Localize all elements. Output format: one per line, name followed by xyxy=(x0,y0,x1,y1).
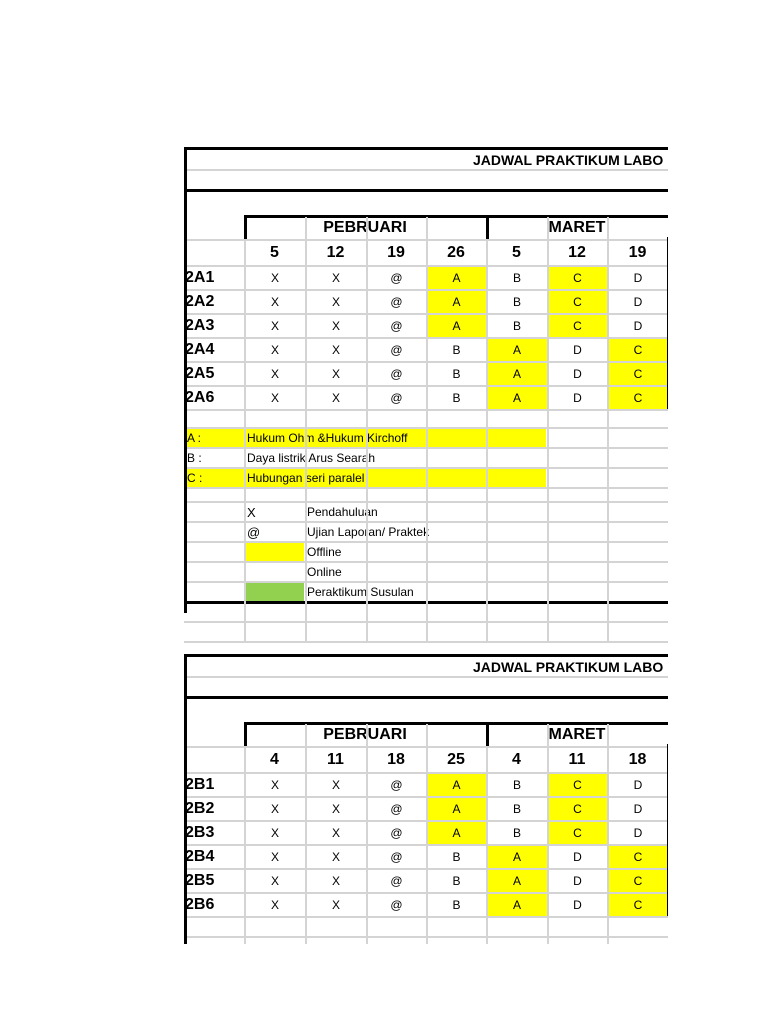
schedule-cell[interactable]: X xyxy=(331,826,340,840)
schedule-cell[interactable]: D xyxy=(633,778,643,792)
legend-symbol xyxy=(245,583,304,601)
date-cell: 12 xyxy=(326,244,345,261)
schedule-cell[interactable]: X xyxy=(331,874,340,888)
schedule-cell[interactable]: D xyxy=(633,271,643,285)
grid-line xyxy=(184,676,668,678)
schedule-cell[interactable]: B xyxy=(452,850,461,864)
month-label: MARET xyxy=(548,219,606,236)
class-label: 2A5 xyxy=(185,365,215,382)
schedule-cell[interactable]: X xyxy=(331,850,340,864)
schedule-cell[interactable]: D xyxy=(573,367,582,381)
date-cell: 4 xyxy=(270,751,279,768)
schedule-cell[interactable]: @ xyxy=(390,367,403,381)
grid-line xyxy=(486,265,488,641)
schedule-cell[interactable]: X xyxy=(331,391,340,405)
schedule-cell[interactable]: B xyxy=(512,271,521,285)
schedule-cell[interactable]: A xyxy=(487,870,547,892)
class-label: 2B1 xyxy=(185,776,215,793)
legend-symbol xyxy=(245,543,304,561)
grid-line xyxy=(366,724,368,944)
legend-symbol xyxy=(245,563,304,581)
schedule-cell[interactable]: X xyxy=(331,802,340,816)
schedule-cell[interactable]: X xyxy=(270,874,279,888)
grid-line xyxy=(184,169,668,171)
schedule-cell[interactable]: C xyxy=(608,846,668,868)
grid-line xyxy=(184,641,668,643)
schedule-cell[interactable]: X xyxy=(331,271,340,285)
schedule-cell[interactable]: X xyxy=(270,367,279,381)
grid-line xyxy=(607,265,609,641)
date-cell: 25 xyxy=(447,751,465,768)
class-label: 2B5 xyxy=(185,872,215,889)
schedule-cell[interactable]: X xyxy=(270,391,279,405)
date-cell: 18 xyxy=(387,751,405,768)
date-cell: 11 xyxy=(568,751,586,768)
table-title: JADWAL PRAKTIKUM LABO xyxy=(473,659,664,675)
schedule-cell[interactable]: D xyxy=(633,802,643,816)
grid-line xyxy=(184,654,187,938)
topic-description: Hubungan seri paralel xyxy=(245,469,546,487)
legend-description: Pendahuluan xyxy=(307,505,378,519)
schedule-cell[interactable]: @ xyxy=(390,295,403,309)
schedule-cell[interactable]: C xyxy=(608,387,668,409)
grid-line xyxy=(426,265,428,641)
class-label: 2A1 xyxy=(185,269,215,286)
legend-description: Peraktikum Susulan xyxy=(307,585,414,599)
schedule-cell[interactable]: C xyxy=(608,894,668,916)
date-cell: 5 xyxy=(270,244,279,261)
schedule-cell[interactable]: A xyxy=(427,315,486,337)
grid-line xyxy=(366,265,368,641)
schedule-cell[interactable]: A xyxy=(427,798,486,820)
schedule-cell[interactable]: X xyxy=(270,343,279,357)
schedule-cell[interactable]: C xyxy=(548,822,607,844)
grid-line xyxy=(667,744,668,916)
class-label: 2B6 xyxy=(185,896,215,913)
class-label: 2A2 xyxy=(185,293,215,310)
schedule-cell[interactable]: A xyxy=(487,339,547,361)
class-label: 2A6 xyxy=(185,389,215,406)
grid-line xyxy=(244,722,247,746)
class-label: 2B3 xyxy=(185,824,215,841)
date-cell: 19 xyxy=(387,244,405,261)
class-label: 2A3 xyxy=(185,317,215,334)
schedule-cell[interactable]: C xyxy=(548,267,607,289)
schedule-cell[interactable]: @ xyxy=(390,826,403,840)
schedule-cell[interactable]: @ xyxy=(390,898,403,912)
date-cell: 5 xyxy=(512,244,521,261)
grid-line xyxy=(184,189,668,192)
schedule-cell[interactable]: X xyxy=(270,826,279,840)
schedule-cell[interactable]: X xyxy=(331,778,340,792)
grid-line xyxy=(184,147,187,613)
schedule-cell[interactable]: X xyxy=(331,319,340,333)
title-row xyxy=(184,147,668,169)
schedule-cell[interactable]: @ xyxy=(390,391,403,405)
grid-line xyxy=(184,696,668,699)
schedule-cell[interactable]: X xyxy=(270,271,279,285)
schedule-cell[interactable]: D xyxy=(573,391,582,405)
grid-line xyxy=(486,722,489,746)
date-cell: 18 xyxy=(628,751,647,768)
grid-line xyxy=(244,265,246,641)
grid-line xyxy=(547,265,549,641)
schedule-cell[interactable]: X xyxy=(270,898,279,912)
schedule-cell[interactable]: D xyxy=(573,898,582,912)
grid-line xyxy=(486,724,488,944)
date-cell: 19 xyxy=(628,244,647,261)
schedule-cell[interactable]: C xyxy=(548,315,607,337)
legend-symbol: X xyxy=(247,504,256,520)
month-label: MARET xyxy=(548,726,606,743)
schedule-cell[interactable]: D xyxy=(633,319,643,333)
grid-line xyxy=(184,936,668,938)
schedule-cell[interactable]: B xyxy=(452,367,461,381)
schedule-cell[interactable]: B xyxy=(512,319,521,333)
schedule-cell[interactable]: A xyxy=(427,822,486,844)
schedule-cell[interactable]: C xyxy=(608,363,668,385)
schedule-cell[interactable]: @ xyxy=(390,850,403,864)
schedule-cell[interactable]: X xyxy=(270,850,279,864)
schedule-cell[interactable]: @ xyxy=(390,319,403,333)
grid-line xyxy=(244,215,247,239)
grid-line xyxy=(426,724,428,944)
schedule-cell[interactable]: B xyxy=(512,295,521,309)
grid-line xyxy=(305,724,307,944)
schedule-cell[interactable]: B xyxy=(512,826,521,840)
schedule-cell[interactable]: @ xyxy=(390,802,403,816)
schedule-cell[interactable]: C xyxy=(548,774,607,796)
month-label: PEBRUARI xyxy=(323,726,407,743)
date-cell: 11 xyxy=(327,751,344,768)
legend-description: Online xyxy=(307,565,342,579)
schedule-cell[interactable]: B xyxy=(452,391,461,405)
schedule-cell[interactable]: @ xyxy=(390,778,403,792)
grid-line xyxy=(305,265,307,641)
topic-description: Hukum Ohm &Hukum Kirchoff xyxy=(245,429,546,447)
schedule-cell[interactable]: @ xyxy=(390,271,403,285)
schedule-cell[interactable]: A xyxy=(427,267,486,289)
schedule-cell[interactable]: A xyxy=(487,363,547,385)
legend-symbol: @ xyxy=(247,524,261,540)
month-label: PEBRUARI xyxy=(323,219,407,236)
schedule-cell[interactable]: X xyxy=(331,295,340,309)
topic-key: C : xyxy=(185,469,244,487)
schedule-cell[interactable]: @ xyxy=(390,343,403,357)
schedule-cell[interactable]: X xyxy=(331,898,340,912)
schedule-cell[interactable]: A xyxy=(487,846,547,868)
topic-description: Daya listrik Arus Searah xyxy=(247,451,376,465)
schedule-cell[interactable]: D xyxy=(633,826,643,840)
legend-description: Offline xyxy=(307,545,342,559)
schedule-cell[interactable]: D xyxy=(573,850,582,864)
schedule-cell[interactable]: X xyxy=(270,295,279,309)
schedule-cell[interactable]: X xyxy=(270,802,279,816)
schedule-cell[interactable]: C xyxy=(608,339,668,361)
schedule-cell[interactable]: C xyxy=(548,291,607,313)
schedule-cell[interactable]: B xyxy=(512,778,521,792)
legend-description: Ujian Laporan/ Praktek xyxy=(307,525,430,539)
schedule-cell[interactable]: A xyxy=(427,291,486,313)
grid-line xyxy=(607,724,609,944)
schedule-cell[interactable]: A xyxy=(487,387,547,409)
grid-line xyxy=(547,724,549,944)
schedule-cell[interactable]: D xyxy=(633,295,643,309)
date-cell: 26 xyxy=(447,244,465,261)
schedule-cell[interactable]: D xyxy=(573,343,582,357)
schedule-cell[interactable]: @ xyxy=(390,874,403,888)
schedule-cell[interactable]: D xyxy=(573,874,582,888)
grid-line xyxy=(486,215,489,239)
topic-key: B : xyxy=(187,451,202,465)
topic-key: A : xyxy=(185,429,244,447)
date-cell: 4 xyxy=(512,751,521,768)
schedule-cell[interactable]: B xyxy=(452,898,461,912)
schedule-cell[interactable]: B xyxy=(512,802,521,816)
schedule-cell[interactable]: X xyxy=(270,778,279,792)
schedule-cell[interactable]: A xyxy=(427,774,486,796)
schedule-cell[interactable]: C xyxy=(608,870,668,892)
schedule-cell[interactable]: C xyxy=(548,798,607,820)
schedule-cell[interactable]: X xyxy=(331,367,340,381)
schedule-cell[interactable]: A xyxy=(487,894,547,916)
grid-line xyxy=(244,724,246,944)
schedule-cell[interactable]: X xyxy=(270,319,279,333)
title-row xyxy=(184,654,668,676)
schedule-cell[interactable]: B xyxy=(452,343,461,357)
schedule-cell[interactable]: X xyxy=(331,343,340,357)
date-cell: 12 xyxy=(568,244,586,261)
class-label: 2B4 xyxy=(185,848,215,865)
table-title: JADWAL PRAKTIKUM LABO xyxy=(473,152,664,168)
class-label: 2B2 xyxy=(185,800,215,817)
class-label: 2A4 xyxy=(185,341,215,358)
schedule-cell[interactable]: B xyxy=(452,874,461,888)
